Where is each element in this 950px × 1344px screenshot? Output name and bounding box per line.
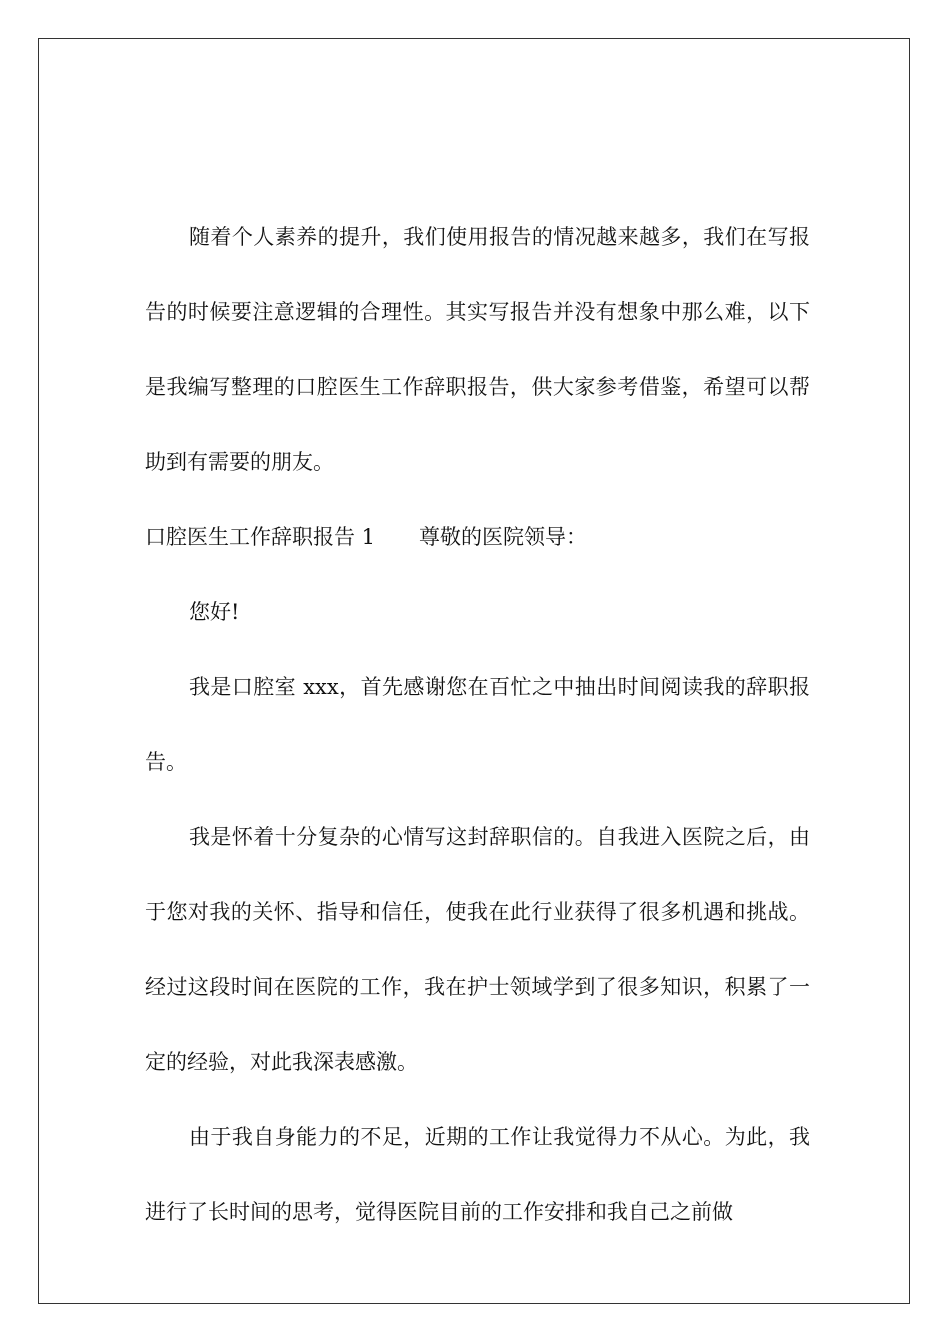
body-paragraph-2: 我是怀着十分复杂的心情写这封辞职信的。自我进入医院之后，由于您对我的关怀、指导和信任，使我在此行业获得了很多机遇和挑战。经过这段时间在医院的工作，我在护士领域学到了很多知识，积累了一定的经验，对此我深表感激。 [145, 825, 810, 1074]
intro-paragraph: 随着个人素养的提升，我们使用报告的情况越来越多，我们在写报告的时候要注意逻辑的合理性。其实写报告并没有想象中那么难，以下是我编写整理的口腔医生工作辞职报告，供大家参考借鉴，希望可以帮助到有需要的朋友。 [145, 225, 810, 474]
salutation: 尊敬的医院领导： [419, 525, 588, 549]
section-title: 口腔医生工作辞职报告 1 [145, 525, 376, 549]
section-heading-line [145, 500, 810, 575]
body-paragraph-3: 由于我自身能力的不足，近期的工作让我觉得力不从心。为此，我进行了长时间的思考，觉得医院目前的工作安排和我自己之前做 [145, 1125, 810, 1224]
document-body [145, 200, 810, 1250]
body-paragraph-1: 我是口腔室 xxx，首先感谢您在百忙之中抽出时间阅读我的辞职报告。 [145, 675, 810, 774]
greeting: 您好! [189, 600, 240, 624]
